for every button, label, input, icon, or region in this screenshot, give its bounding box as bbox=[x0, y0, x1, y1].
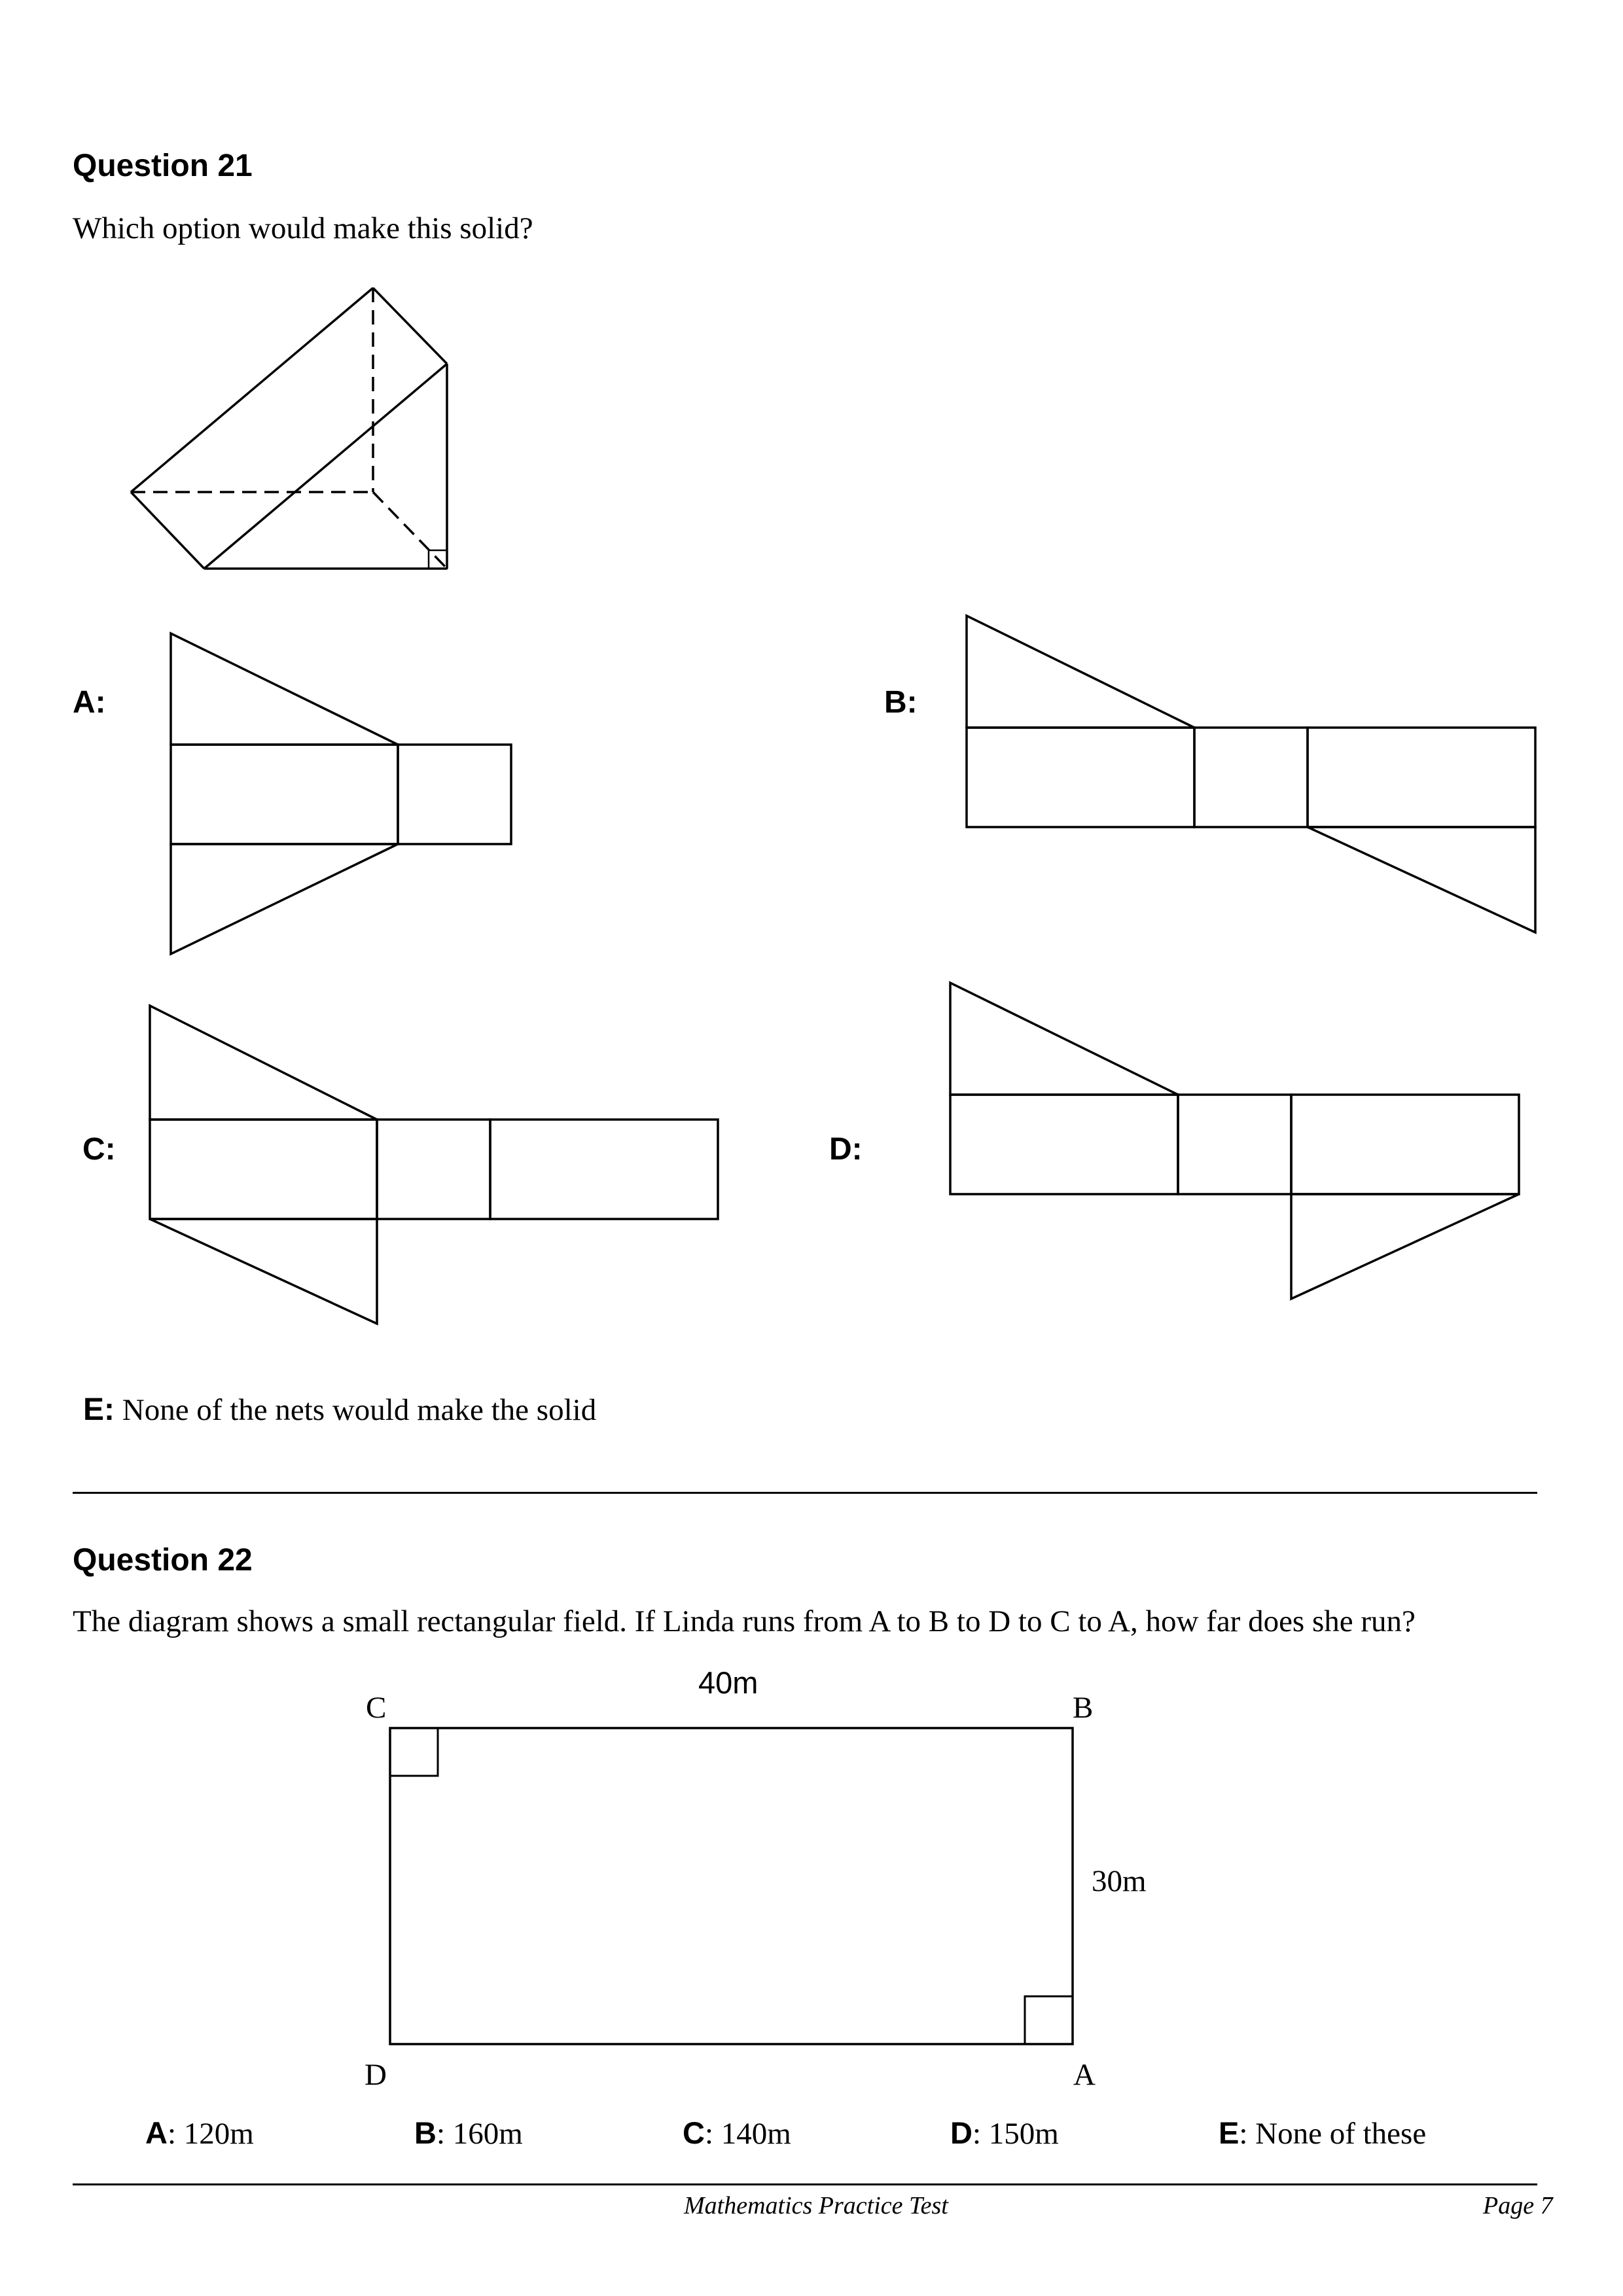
answer-b[interactable] bbox=[414, 2117, 523, 2149]
rectangular-field bbox=[390, 1728, 1073, 2044]
question-21-title: Question 21 bbox=[73, 149, 253, 183]
footer-divider bbox=[73, 2183, 1537, 2185]
answer-c[interactable] bbox=[683, 2117, 791, 2149]
corner-d-label: D bbox=[365, 2058, 387, 2092]
answer-d-letter: D bbox=[950, 2115, 972, 2150]
question-21-prompt: Which option would make this solid? bbox=[73, 211, 533, 245]
answer-c-letter: C bbox=[683, 2115, 705, 2150]
answer-d-text: : 150m bbox=[972, 2117, 1059, 2151]
question-22-title: Question 22 bbox=[73, 1543, 253, 1578]
field-height-label: 30m bbox=[1092, 1864, 1147, 1898]
field-width-label: 40m bbox=[698, 1665, 758, 1700]
answer-b-letter: B bbox=[414, 2115, 437, 2150]
option-e-letter: E: bbox=[83, 1392, 115, 1427]
answer-a[interactable] bbox=[145, 2117, 254, 2149]
option-b-label: B: bbox=[884, 685, 918, 720]
answer-c-text: : 140m bbox=[704, 2117, 791, 2151]
option-a-label: A: bbox=[73, 685, 106, 720]
footer-title: Mathematics Practice Test bbox=[684, 2192, 948, 2219]
answer-a-text: : 120m bbox=[167, 2117, 254, 2151]
answer-d[interactable] bbox=[950, 2117, 1059, 2149]
answer-b-text: : 160m bbox=[436, 2117, 523, 2151]
answer-a-letter: A bbox=[145, 2115, 168, 2150]
option-e-text: None of the nets would make the solid bbox=[115, 1393, 597, 1427]
option-d-label: D: bbox=[829, 1132, 863, 1167]
corner-b-label: B bbox=[1073, 1691, 1094, 1725]
answer-e[interactable] bbox=[1219, 2117, 1426, 2149]
corner-c-label: C bbox=[366, 1691, 387, 1725]
answer-e-text: : None of these bbox=[1239, 2117, 1427, 2151]
option-c-label: C: bbox=[82, 1132, 116, 1167]
question-22-prompt: The diagram shows a small rectangular field. If Linda runs from A to B to D to C to A, how far does she run? bbox=[73, 1604, 1416, 1638]
answer-e-letter: E bbox=[1219, 2115, 1240, 2150]
corner-a-label: A bbox=[1073, 2058, 1096, 2092]
footer-page-number: Page 7 bbox=[1483, 2192, 1553, 2219]
